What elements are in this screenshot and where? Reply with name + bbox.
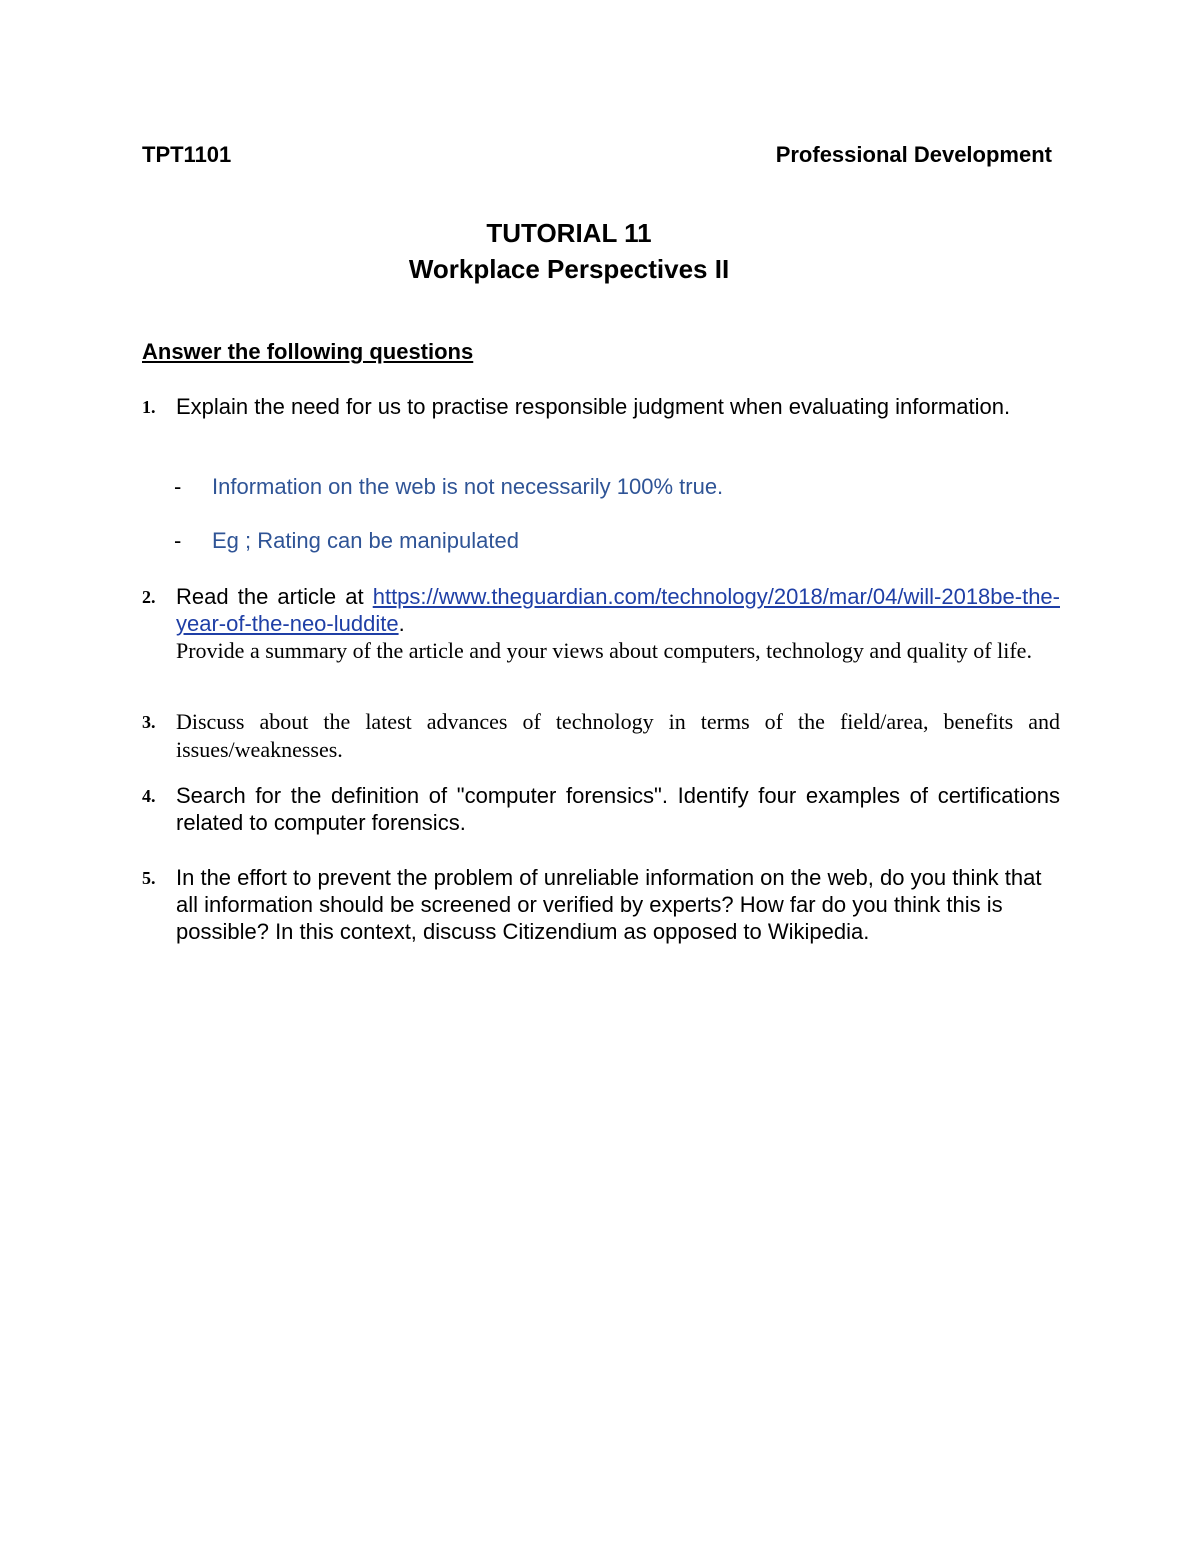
instruction-heading: Answer the following questions <box>142 339 474 364</box>
answer-text: Information on the web is not necessarily 100% true. <box>212 474 724 499</box>
question-text-lead: Read the article at <box>176 584 373 609</box>
question-text: Discuss about the latest advances of technology in terms of the field/area, benefits and issues/weaknesses. <box>176 709 1060 762</box>
question-5 <box>142 864 1060 945</box>
question-text: Search for the definition of "computer forensics". Identify four examples of certifications related to computer forensics. <box>176 783 1060 835</box>
question-3 <box>142 708 1060 764</box>
question-number: 4. <box>142 786 156 806</box>
question-extra: Provide a summary of the article and your views about computers, technology and quality of life. <box>176 638 1032 663</box>
question-text: Explain the need for us to practise responsible judgment when evaluating information. <box>176 394 1011 419</box>
tutorial-subtitle: Workplace Perspectives II <box>408 254 730 284</box>
question-number: 1. <box>142 397 156 417</box>
question-number: 3. <box>142 712 156 732</box>
question-4 <box>142 782 1060 836</box>
answer-text: Eg ; Rating can be manipulated <box>212 528 519 553</box>
answer-marker: - <box>174 474 182 499</box>
question-number: 5. <box>142 868 156 888</box>
course-name: Professional Development <box>775 142 1052 167</box>
tutorial-title: TUTORIAL 11 <box>486 218 652 248</box>
answer-item <box>174 528 519 554</box>
course-code: TPT1101 <box>142 142 232 167</box>
answer-marker: - <box>174 528 182 553</box>
question-2 <box>142 583 1060 665</box>
question-text: In the effort to prevent the problem of unreliable information on the web, do you think that all information should be screened or verified by experts? How far do you think this is possible? In this context, discuss Citizendium as opposed to Wikipedia. <box>176 865 1042 944</box>
question-text-tail: . <box>398 611 405 636</box>
question-number: 2. <box>142 587 156 607</box>
answer-item <box>174 474 723 500</box>
article-link[interactable]: https://www.theguardian.com/technology/2018/mar/04/will-2018be-the-year-of-the-neo-luddite <box>176 584 1060 636</box>
question-1 <box>142 393 1060 420</box>
question-text <box>176 583 1060 637</box>
